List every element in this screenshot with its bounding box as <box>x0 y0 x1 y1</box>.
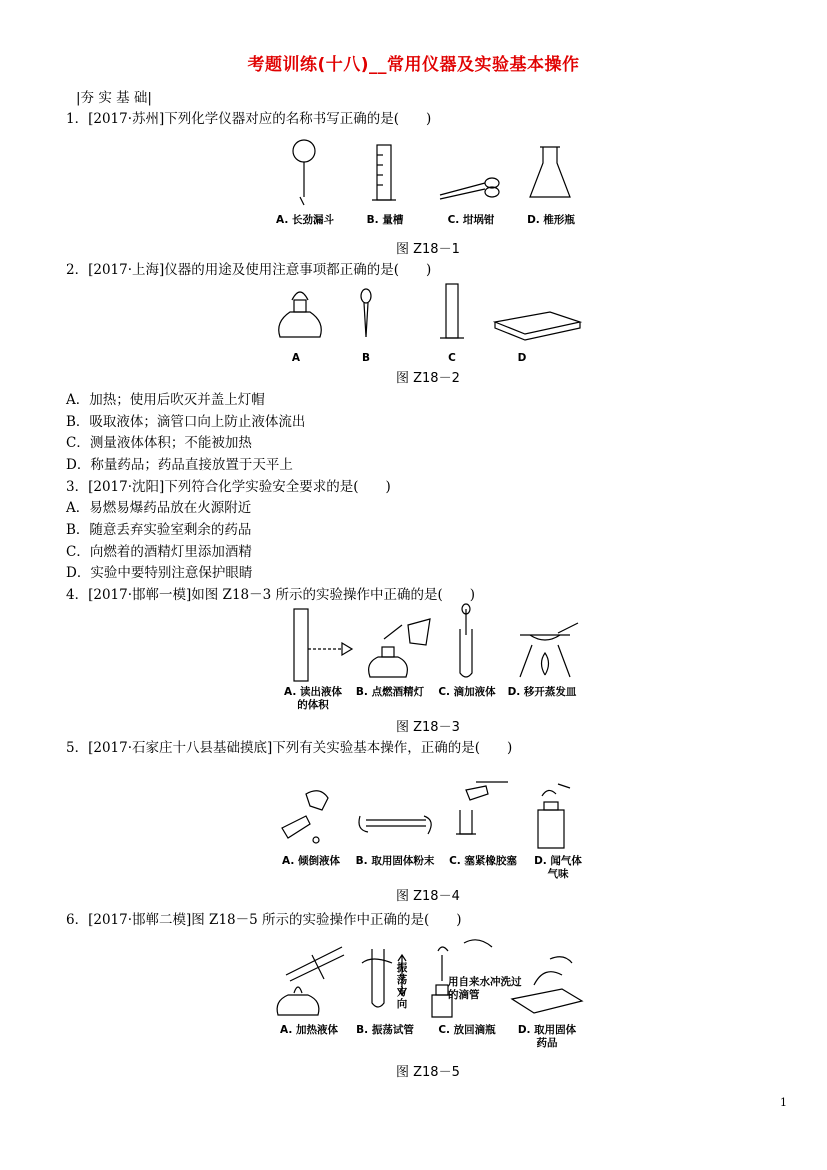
cylinder-icon <box>372 145 396 200</box>
figure-caption-5: 图 Z18－5 <box>396 1065 460 1080</box>
q4-label-d: D. 移开蒸发皿 <box>507 686 577 698</box>
q4-label-c: C. 滴加液体 <box>438 686 496 698</box>
q6-label-b: B. 振荡试管 <box>356 1024 414 1036</box>
figure-caption-3: 图 Z18－3 <box>396 720 460 735</box>
q5-label-b: B. 取用固体粉末 <box>355 855 435 867</box>
solid-pick-icon <box>512 957 582 1013</box>
q6-label-d-text: D. 取用固体 药品 <box>517 1024 577 1049</box>
page-number: 1 <box>780 1096 787 1109</box>
q2-label-a: A <box>291 352 301 364</box>
smelling-gas-icon <box>538 784 570 848</box>
cylinder-icon <box>440 284 464 338</box>
q3-option-d: D．实验中要特别注意保护眼睛 <box>66 565 253 581</box>
q1-label-c: C. 坩埚钳 <box>447 214 495 226</box>
q5-label-a: A. 倾倒液体 <box>282 855 340 867</box>
q2-label-c: C <box>448 352 456 364</box>
q6-label-a: A. 加热液体 <box>280 1024 338 1036</box>
alcohol-lamp-icon <box>279 292 322 337</box>
q5-label-d-text: D. 闻气体 气味 <box>534 855 582 880</box>
q2-option-c: C．测量液体体积；不能被加热 <box>66 435 252 451</box>
dropper-icon <box>361 289 371 337</box>
question-5-stem: 5．[2017·石家庄十八县基础摸底]下列有关实验基本操作，正确的是( ) <box>66 740 513 756</box>
q4-label-a-text: A. 读出液体 的体积 <box>284 686 342 711</box>
q3-option-c: C．向燃着的酒精灯里添加酒精 <box>66 544 252 560</box>
q5-label-c: C. 塞紧橡胶塞 <box>449 855 517 867</box>
question-4-stem: 4．[2017·邯郸一模]如图 Z18－3 所示的实验操作中正确的是( ) <box>66 587 476 603</box>
q4-label-a <box>278 686 348 712</box>
page-title: 考题训练(十八)__常用仪器及实验基本操作 <box>247 55 580 75</box>
q5-label-d <box>526 855 590 881</box>
cylinder-reading-icon <box>294 609 352 681</box>
section-heading: |夯 实 基 础| <box>76 90 152 106</box>
figure-caption-1: 图 Z18－1 <box>396 242 460 257</box>
question-1-figure <box>280 135 600 225</box>
q6-label-c: C. 放回滴瓶 <box>438 1024 496 1036</box>
question-6-figure <box>272 935 592 1020</box>
powder-transfer-icon <box>359 816 431 834</box>
q1-label-d: D. 椎形瓶 <box>527 214 575 226</box>
lamp-lighting-icon <box>369 619 430 677</box>
q6-annotation-shake-direction: 振荡方向 <box>396 962 408 1010</box>
test-tube-dropper-icon <box>460 604 472 677</box>
evaporating-dish-icon <box>520 623 578 677</box>
q4-label-b: B. 点燃酒精灯 <box>355 686 425 698</box>
funnel-icon <box>293 140 315 205</box>
question-3-stem: 3．[2017·沈阳]下列符合化学实验安全要求的是( ) <box>66 479 391 495</box>
flask-icon <box>530 147 570 197</box>
figure-caption-4: 图 Z18－4 <box>396 889 460 904</box>
question-5-figure <box>276 780 586 850</box>
q1-label-b: B. 量槽 <box>366 214 404 226</box>
q2-option-a: A．加热；使用后吹灭并盖上灯帽 <box>66 392 265 408</box>
question-2-figure <box>270 282 590 352</box>
q2-option-b: B．吸取液体；滴管口向上防止液体流出 <box>66 414 306 430</box>
q6-label-d <box>512 1024 582 1050</box>
q2-option-d: D．称量药品；药品直接放置于天平上 <box>66 457 293 473</box>
stopper-pressing-icon <box>456 782 508 834</box>
pouring-liquid-icon <box>282 791 328 843</box>
q3-option-b: B．随意丢弃实验室剩余的药品 <box>66 522 252 538</box>
figure-caption-2: 图 Z18－2 <box>396 371 460 386</box>
tongs-icon <box>440 178 499 199</box>
q2-label-b: B <box>361 352 370 364</box>
question-6-stem: 6．[2017·邯郸二模]图 Z18－5 所示的实验操作中正确的是( ) <box>66 912 462 928</box>
q3-option-a: A．易燃易爆药品放在火源附近 <box>66 500 252 516</box>
balance-pan-icon <box>495 312 580 340</box>
q6-annotation-dropper-note: 用自来水冲洗过的滴管 <box>448 976 522 1001</box>
q2-label-d: D <box>517 352 527 364</box>
question-2-stem: 2．[2017·上海]仪器的用途及使用注意事项都正确的是( ) <box>66 262 432 278</box>
question-4-figure <box>280 605 580 685</box>
question-1-stem: 1．[2017·苏州]下列化学仪器对应的名称书写正确的是( ) <box>66 111 432 127</box>
q1-label-a: A. 长劲漏斗 <box>276 214 334 226</box>
heating-liquid-icon <box>277 947 344 1015</box>
